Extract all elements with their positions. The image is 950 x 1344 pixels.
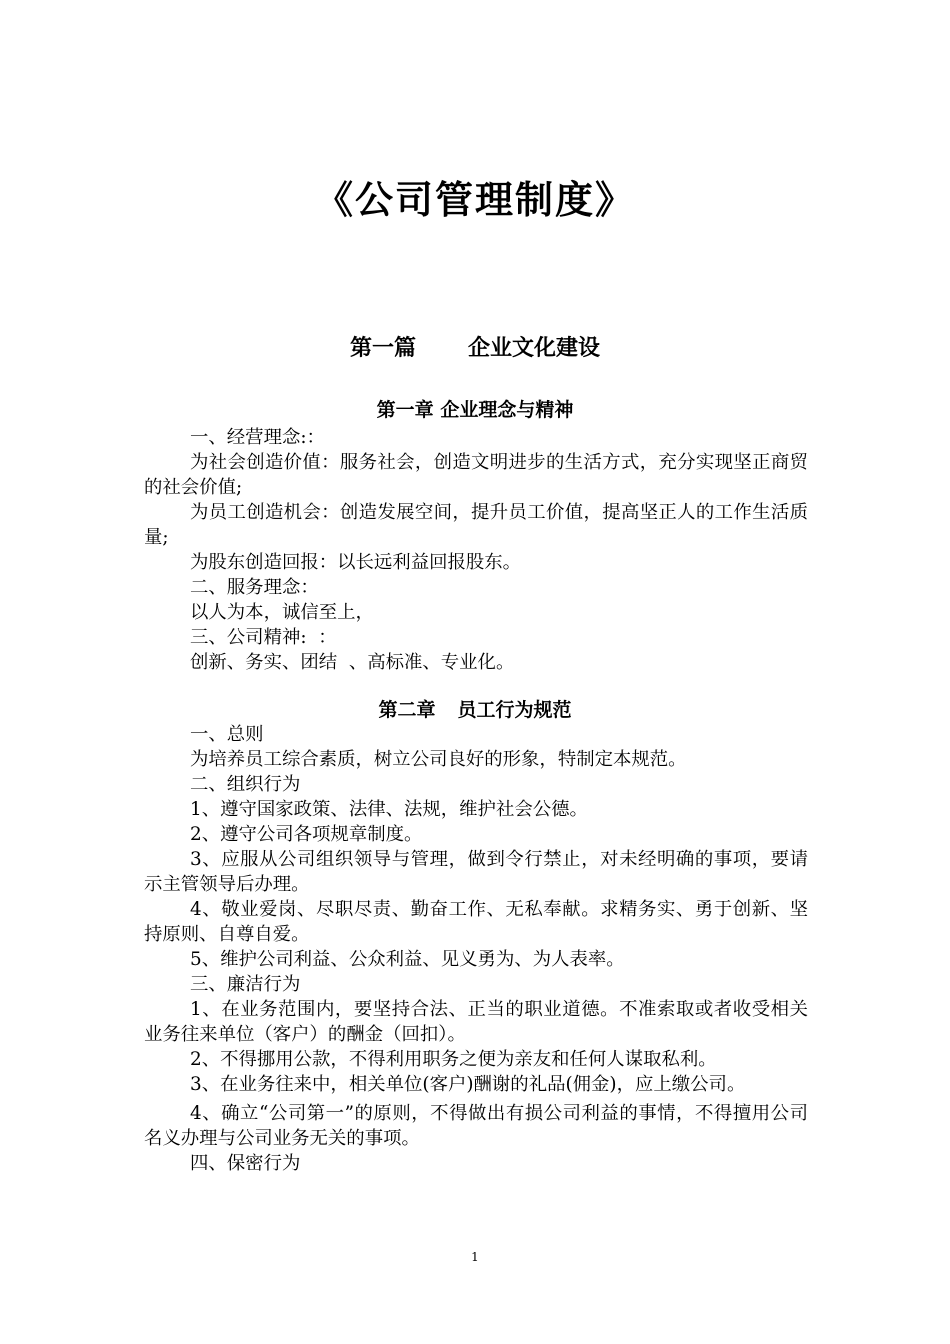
page-number: 1 (471, 1250, 479, 1264)
paragraph: 四、保密行为 (190, 1153, 301, 1174)
chapter-1-body (144, 425, 808, 675)
part-name: 企业文化建设 (468, 336, 601, 361)
paragraph: 1、遵守国家政策、法律、法规，维护社会公德。 (190, 799, 588, 820)
paragraph: 以人为本，诚信至上， (190, 602, 374, 623)
chapter-2-body (144, 722, 808, 1176)
paragraph: 为培养员工综合素质，树立公司良好的形象，特制定本规范。 (190, 749, 687, 770)
paragraph: 一、总则 (190, 724, 264, 745)
paragraph: 三、廉洁行为 (190, 974, 301, 995)
part-label: 第一篇 (349, 336, 416, 361)
paragraph: 1、在业务范围内，要坚持合法、正当的职业道德。不准索取或者收受相关业务往来单位（客户）的酬金（回扣）。 (144, 999, 808, 1045)
chapter-heading-2 (0, 697, 950, 723)
paragraph: 三、公司精神: ： (190, 627, 337, 648)
paragraph: 为社会创造价值：服务社会，创造文明进步的生活方式，充分实现坚正商贸的社会价值; (144, 452, 808, 498)
paragraph: 为员工创造机会：创造发展空间，提升员工价值，提高坚正人的工作生活质量; (144, 502, 808, 548)
paragraph: 2、不得挪用公款，不得利用职务之便为亲友和任何人谋取私利。 (190, 1049, 717, 1070)
chapter-name: 员工行为规范 (457, 699, 572, 721)
chapter-heading-1 (0, 397, 950, 423)
paragraph: 为股东创造回报：以长远利益回报股东。 (190, 552, 522, 573)
paragraph: 一、经营理念:： (190, 427, 325, 448)
paragraph: 二、组织行为 (190, 774, 301, 795)
paragraph: 3、在业务往来中，相关单位(客户)酬谢的礼品(佣金)，应上缴公司。 (190, 1074, 746, 1095)
chapter-label: 第一章 (376, 399, 434, 421)
paragraph: 3、应服从公司组织领导与管理，做到令行禁止，对未经明确的事项，要请示主管领导后办理。 (144, 849, 808, 895)
paragraph: 5、维护公司利益、公众利益、见义勇为、为人表率。 (190, 949, 625, 970)
document-title: 《公司管理制度》 (314, 178, 635, 222)
chapter-name: 企业理念与精神 (440, 399, 574, 421)
paragraph: 二、服务理念： (190, 577, 319, 598)
chapter-label: 第二章 (378, 699, 436, 721)
paragraph: 4、确立“公司第一”的原则，不得做出有损公司利益的事情，不得擅用公司名义办理与公司业务无关的事项。 (144, 1103, 808, 1149)
paragraph: 4、敬业爱岗、尽职尽责、勤奋工作、无私奉献。求精务实、勇于创新、坚持原则、自尊自爱。 (144, 899, 808, 945)
part-heading (0, 332, 950, 366)
paragraph: 创新、务实、团结 、高标准、专业化。 (190, 652, 515, 673)
paragraph: 2、遵守公司各项规章制度。 (190, 824, 423, 845)
